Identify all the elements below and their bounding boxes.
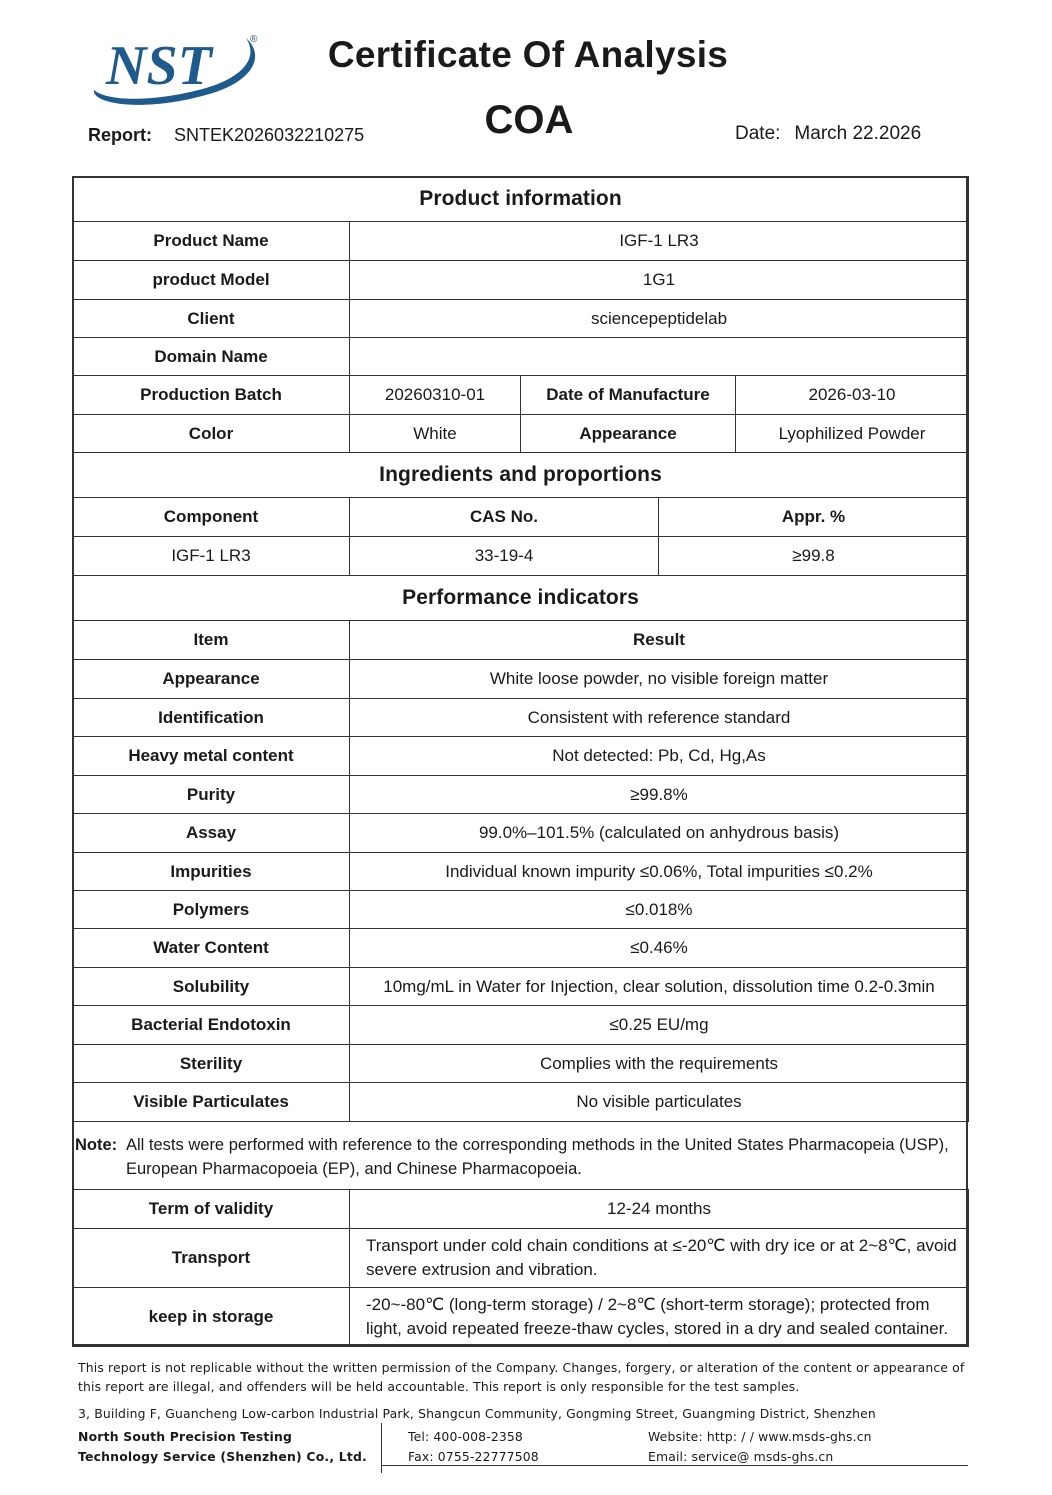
transport-value: Transport under cold chain conditions at ≤-20℃ with dry ice or at 2~8℃, avoid severe extrusion and vibration. (350, 1229, 969, 1288)
field-label: Client (73, 300, 350, 338)
email: Email: service@ msds-ghs.cn (648, 1449, 834, 1464)
test-item: Appearance (73, 660, 350, 699)
field-label: Domain Name (73, 338, 350, 376)
telephone: Tel: 400-008-2358 (408, 1429, 523, 1444)
test-note (72, 1131, 968, 1189)
test-result: ≤0.018% (350, 891, 969, 929)
test-item: Sterility (73, 1045, 350, 1083)
company-name-line1: North South Precision Testing (78, 1429, 293, 1444)
document-subtitle: COA (484, 98, 574, 142)
test-result: Individual known impurity ≤0.06%, Total impurities ≤0.2% (350, 853, 969, 891)
section-heading-performance: Performance indicators (73, 576, 969, 621)
date-label: Date: (735, 123, 781, 144)
appearance-label: Appearance (521, 415, 736, 453)
color-label: Color (73, 415, 350, 453)
column-header: CAS No. (350, 498, 659, 537)
ingredients-table (72, 452, 969, 576)
field-label: product Model (73, 261, 350, 300)
field-value (350, 338, 969, 376)
test-item: Polymers (73, 891, 350, 929)
test-result: ≤0.46% (350, 929, 969, 968)
test-item: Purity (73, 776, 350, 814)
test-item: Impurities (73, 853, 350, 891)
company-address: 3, Building F, Guancheng Low-carbon Industrial Park, Shangcun Community, Gongming Street, Guangming District, Shenzhen (78, 1406, 876, 1421)
column-header: Result (350, 621, 969, 660)
manufacture-date-label: Date of Manufacture (521, 376, 736, 415)
company-name (78, 1427, 367, 1467)
test-item: Identification (73, 699, 350, 737)
test-result: ≥99.8% (350, 776, 969, 814)
test-result: Consistent with reference standard (350, 699, 969, 737)
test-result: Complies with the requirements (350, 1045, 969, 1083)
field-value: 1G1 (350, 261, 969, 300)
test-item: Solubility (73, 968, 350, 1006)
batch-value: 20260310-01 (350, 376, 521, 415)
validity-value: 12-24 months (350, 1190, 969, 1229)
fax: Fax: 0755-22777508 (408, 1449, 539, 1464)
report-value: SNTEK2026032210275 (174, 125, 365, 145)
company-name-line2: Technology Service (Shenzhen) Co., Ltd. (78, 1449, 367, 1464)
transport-label: Transport (73, 1229, 350, 1288)
note-label: Note: (75, 1136, 118, 1154)
phone-contact (408, 1427, 539, 1467)
document-title: Certificate Of Analysis (327, 34, 729, 75)
validity-label: Term of validity (73, 1190, 350, 1229)
website: Website: http: / / www.msds-ghs.cn (648, 1429, 872, 1444)
report-date (735, 123, 921, 145)
date-value: March 22.2026 (794, 123, 922, 144)
web-contact (648, 1427, 872, 1467)
storage-table (72, 1189, 969, 1347)
note-text: All tests were performed with reference to the corresponding methods in the United States Pharmacopeia (USP), European Pharmacopoeia (EP), and Chinese Pharmacopoeia. (126, 1136, 949, 1178)
storage-value: -20~-80℃ (long-term storage) / 2~8℃ (short-term storage); protected from light, avoid repeated freeze-thaw cycles, stored in a dry and sealed container. (350, 1288, 969, 1347)
test-item: Heavy metal content (73, 737, 350, 776)
test-item: Visible Particulates (73, 1083, 350, 1122)
footer-divider-horizontal (381, 1465, 968, 1466)
test-result: No visible particulates (350, 1083, 969, 1122)
report-label: Report: (88, 125, 152, 145)
test-result: ≤0.25 EU/mg (350, 1006, 969, 1045)
product-info-table (72, 176, 969, 453)
test-item: Bacterial Endotoxin (73, 1006, 350, 1045)
test-result: 10mg/mL in Water for Injection, clear solution, dissolution time 0.2-0.3min (350, 968, 969, 1006)
component-value: IGF-1 LR3 (73, 537, 350, 576)
performance-table (72, 575, 969, 1122)
column-header: Item (73, 621, 350, 660)
disclaimer-text: This report is not replicable without the written permission of the Company. Changes, forgery, or alteration of the content or appearance of this report are illegal, and offenders will be held accountable. This report is only responsible for the test samples. (78, 1360, 965, 1394)
report-number (88, 125, 364, 146)
proportion-value: ≥99.8 (659, 537, 969, 576)
column-header: Appr. % (659, 498, 969, 537)
section-heading-product-info: Product information (73, 177, 969, 222)
batch-label: Production Batch (73, 376, 350, 415)
section-heading-ingredients: Ingredients and proportions (73, 453, 969, 498)
color-value: White (350, 415, 521, 453)
manufacture-date-value: 2026-03-10 (736, 376, 969, 415)
test-result: 99.0%–101.5% (calculated on anhydrous basis) (350, 814, 969, 853)
test-result: Not detected: Pb, Cd, Hg,As (350, 737, 969, 776)
cas-value: 33-19-4 (350, 537, 659, 576)
test-item: Water Content (73, 929, 350, 968)
svg-text:®: ® (250, 34, 258, 45)
column-header: Component (73, 498, 350, 537)
storage-label: keep in storage (73, 1288, 350, 1347)
field-value: IGF-1 LR3 (350, 222, 969, 261)
test-result: White loose powder, no visible foreign matter (350, 660, 969, 699)
test-item: Assay (73, 814, 350, 853)
field-value: sciencepeptidelab (350, 300, 969, 338)
field-label: Product Name (73, 222, 350, 261)
appearance-value: Lyophilized Powder (736, 415, 969, 453)
svg-text:NST: NST (106, 35, 212, 97)
